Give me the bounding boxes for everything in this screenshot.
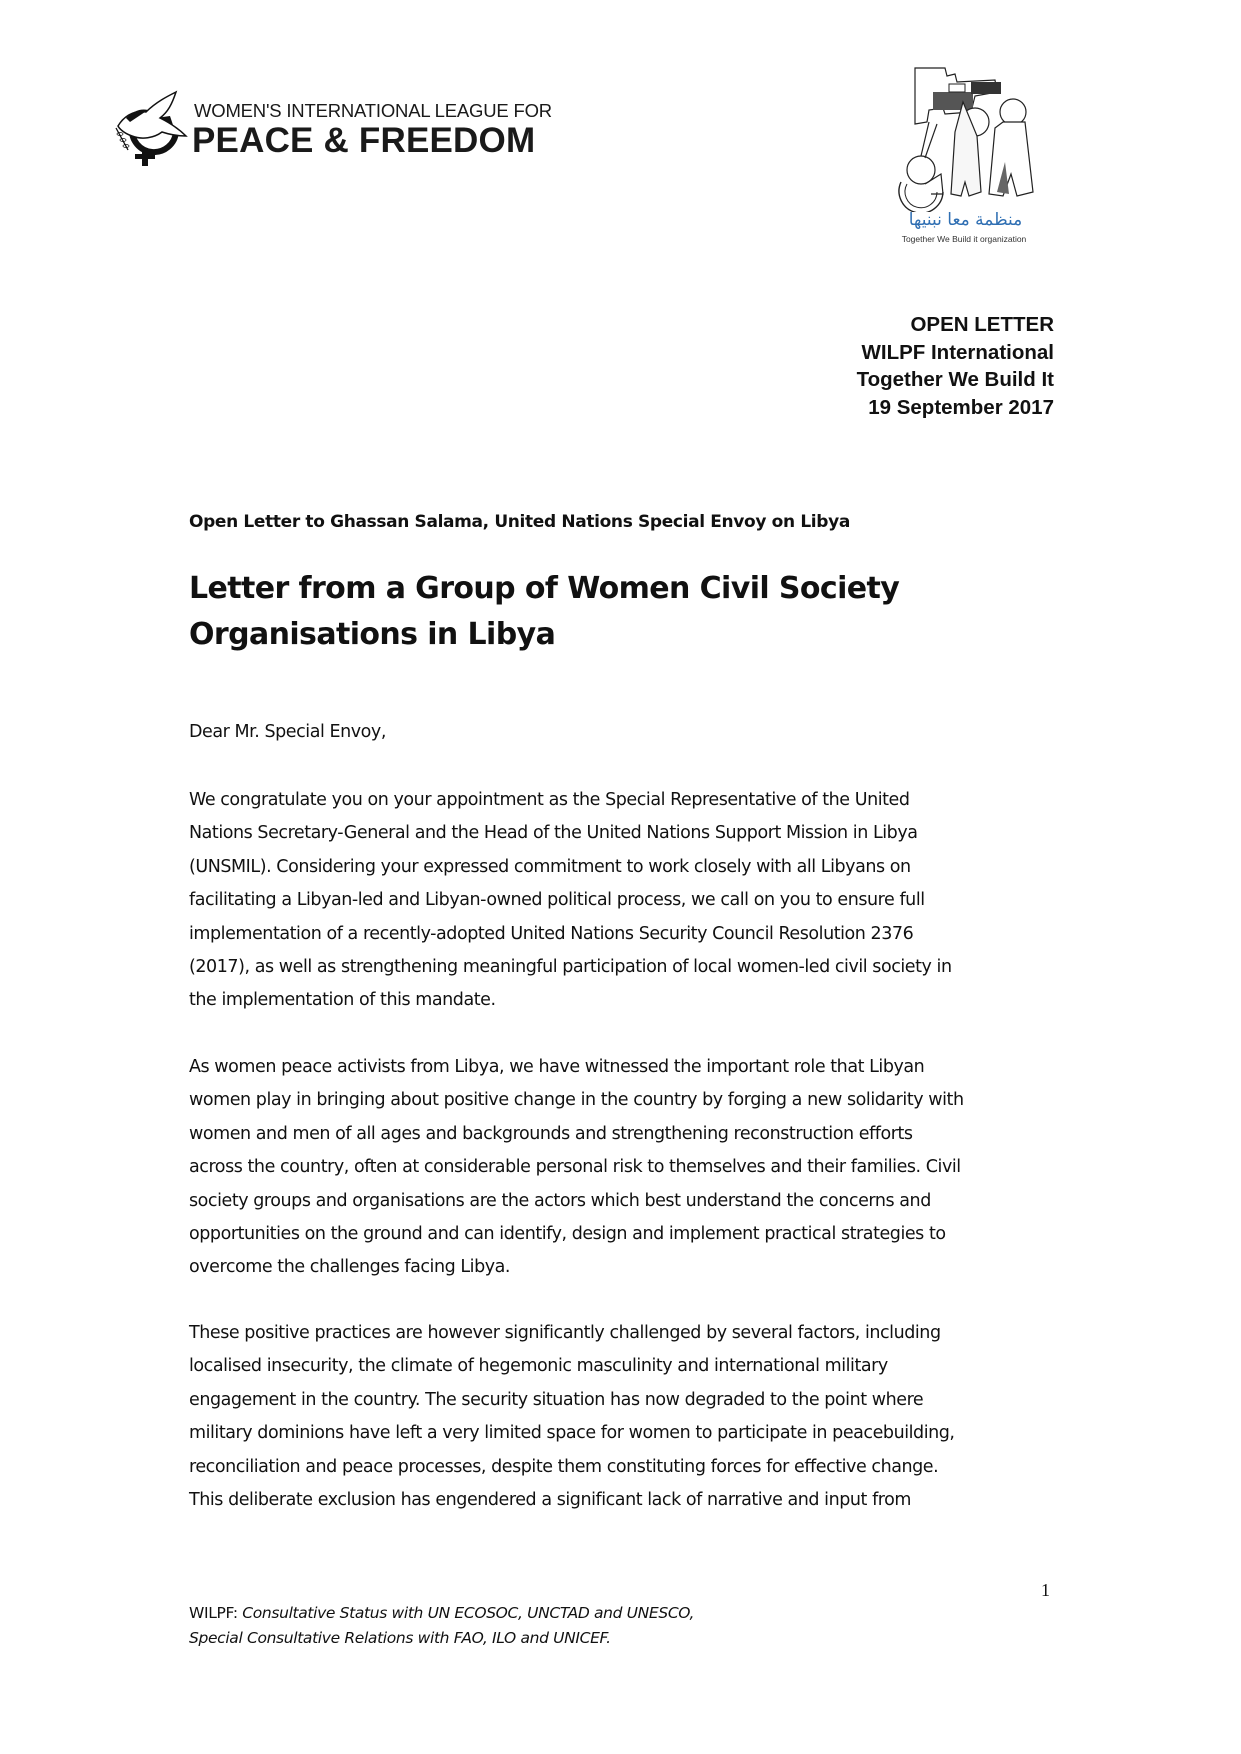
letter-subject: Open Letter to Ghassan Salama, United Nations Special Envoy on Libya bbox=[189, 512, 850, 532]
dove-venus-icon bbox=[112, 88, 190, 166]
footer-line-1 bbox=[189, 1601, 694, 1626]
paragraph-line: opportunities on the ground and can identify, design and implement practical strategies to bbox=[189, 1224, 946, 1245]
footer-relations-text: Special Consultative Relations with FAO, ILO and UNICEF. bbox=[189, 1629, 611, 1647]
paragraph-line: reconciliation and peace processes, despite them constituting forces for effective change. bbox=[189, 1456, 939, 1477]
paragraph-line: society groups and organisations are the actors which best understand the concerns and bbox=[189, 1190, 931, 1211]
header-date: 19 September 2017 bbox=[868, 395, 1054, 419]
paragraph-line: overcome the challenges facing Libya. bbox=[189, 1257, 511, 1278]
footer-status-text: Consultative Status with UN ECOSOC, UNCTAD and UNESCO, bbox=[242, 1604, 695, 1622]
paragraph-line: implementation of a recently-adopted United Nations Security Council Resolution 2376 bbox=[189, 923, 914, 944]
twbi-english-name: Together We Build it organization bbox=[901, 234, 1027, 244]
paragraph-line: (UNSMIL). Considering your expressed commitment to work closely with all Libyans on bbox=[189, 856, 911, 877]
paragraph-line: engagement in the country. The security situation has now degraded to the point where bbox=[189, 1389, 924, 1410]
letter-header-block bbox=[857, 311, 1054, 421]
footer bbox=[189, 1601, 694, 1651]
paragraph-line: As women peace activists from Libya, we have witnessed the important role that Libyan bbox=[189, 1057, 925, 1077]
paragraph-line: across the country, often at considerable personal risk to themselves and their families. Civil bbox=[189, 1157, 961, 1178]
letter-title bbox=[189, 566, 899, 658]
paragraph-line: facilitating a Libyan-led and Libyan-owned political process, we call on you to ensure full bbox=[189, 890, 925, 911]
body-paragraph-3 bbox=[189, 1317, 955, 1517]
together-we-build-it-logo bbox=[885, 62, 1045, 252]
header-document-type: OPEN LETTER bbox=[910, 313, 1054, 336]
paragraph-line: military dominions have left a very limited space for women to participate in peacebuilding, bbox=[189, 1423, 955, 1444]
page-number: 1 bbox=[1041, 1580, 1050, 1600]
wilpf-name-line1: WOMEN'S INTERNATIONAL LEAGUE FOR bbox=[194, 100, 552, 121]
header-organisation-1: WILPF International bbox=[861, 340, 1054, 364]
paragraph-line: women play in bringing about positive change in the country by forging a new solidarity with bbox=[189, 1090, 964, 1111]
body-paragraph-2 bbox=[189, 1051, 964, 1285]
wilpf-name-line2: PEACE & FREEDOM bbox=[192, 121, 536, 160]
paragraph-line: (2017), as well as strengthening meaningful participation of local women-led civil society in bbox=[189, 957, 952, 978]
paragraph-line: localised insecurity, the climate of hegemonic masculinity and international military bbox=[189, 1356, 888, 1377]
paragraph-line: We congratulate you on your appointment as the Special Representative of the United bbox=[189, 790, 910, 810]
wilpf-logo bbox=[112, 88, 582, 168]
header-organisation-2: Together We Build It bbox=[856, 368, 1054, 391]
paragraph-line: This deliberate exclusion has engendered a significant lack of narrative and input from bbox=[189, 1490, 911, 1511]
footer-line-2 bbox=[189, 1626, 694, 1651]
puzzle-people-icon bbox=[885, 62, 1045, 212]
paragraph-line: Nations Secretary-General and the Head of the United Nations Support Mission in Libya bbox=[189, 823, 918, 844]
footer-prefix: WILPF: bbox=[189, 1604, 243, 1622]
title-line: Letter from a Group of Women Civil Society bbox=[189, 571, 900, 606]
body-paragraph-1 bbox=[189, 784, 952, 1018]
paragraph-line: These positive practices are however significantly challenged by several factors, including bbox=[189, 1323, 941, 1343]
salutation: Dear Mr. Special Envoy, bbox=[189, 722, 386, 742]
title-line: Organisations in Libya bbox=[189, 617, 556, 652]
paragraph-line: the implementation of this mandate. bbox=[189, 990, 496, 1011]
paragraph-line: women and men of all ages and backgrounds and strengthening reconstruction efforts bbox=[189, 1123, 913, 1144]
twbi-arabic-name: منظمة معا نبنيها bbox=[908, 210, 1023, 230]
